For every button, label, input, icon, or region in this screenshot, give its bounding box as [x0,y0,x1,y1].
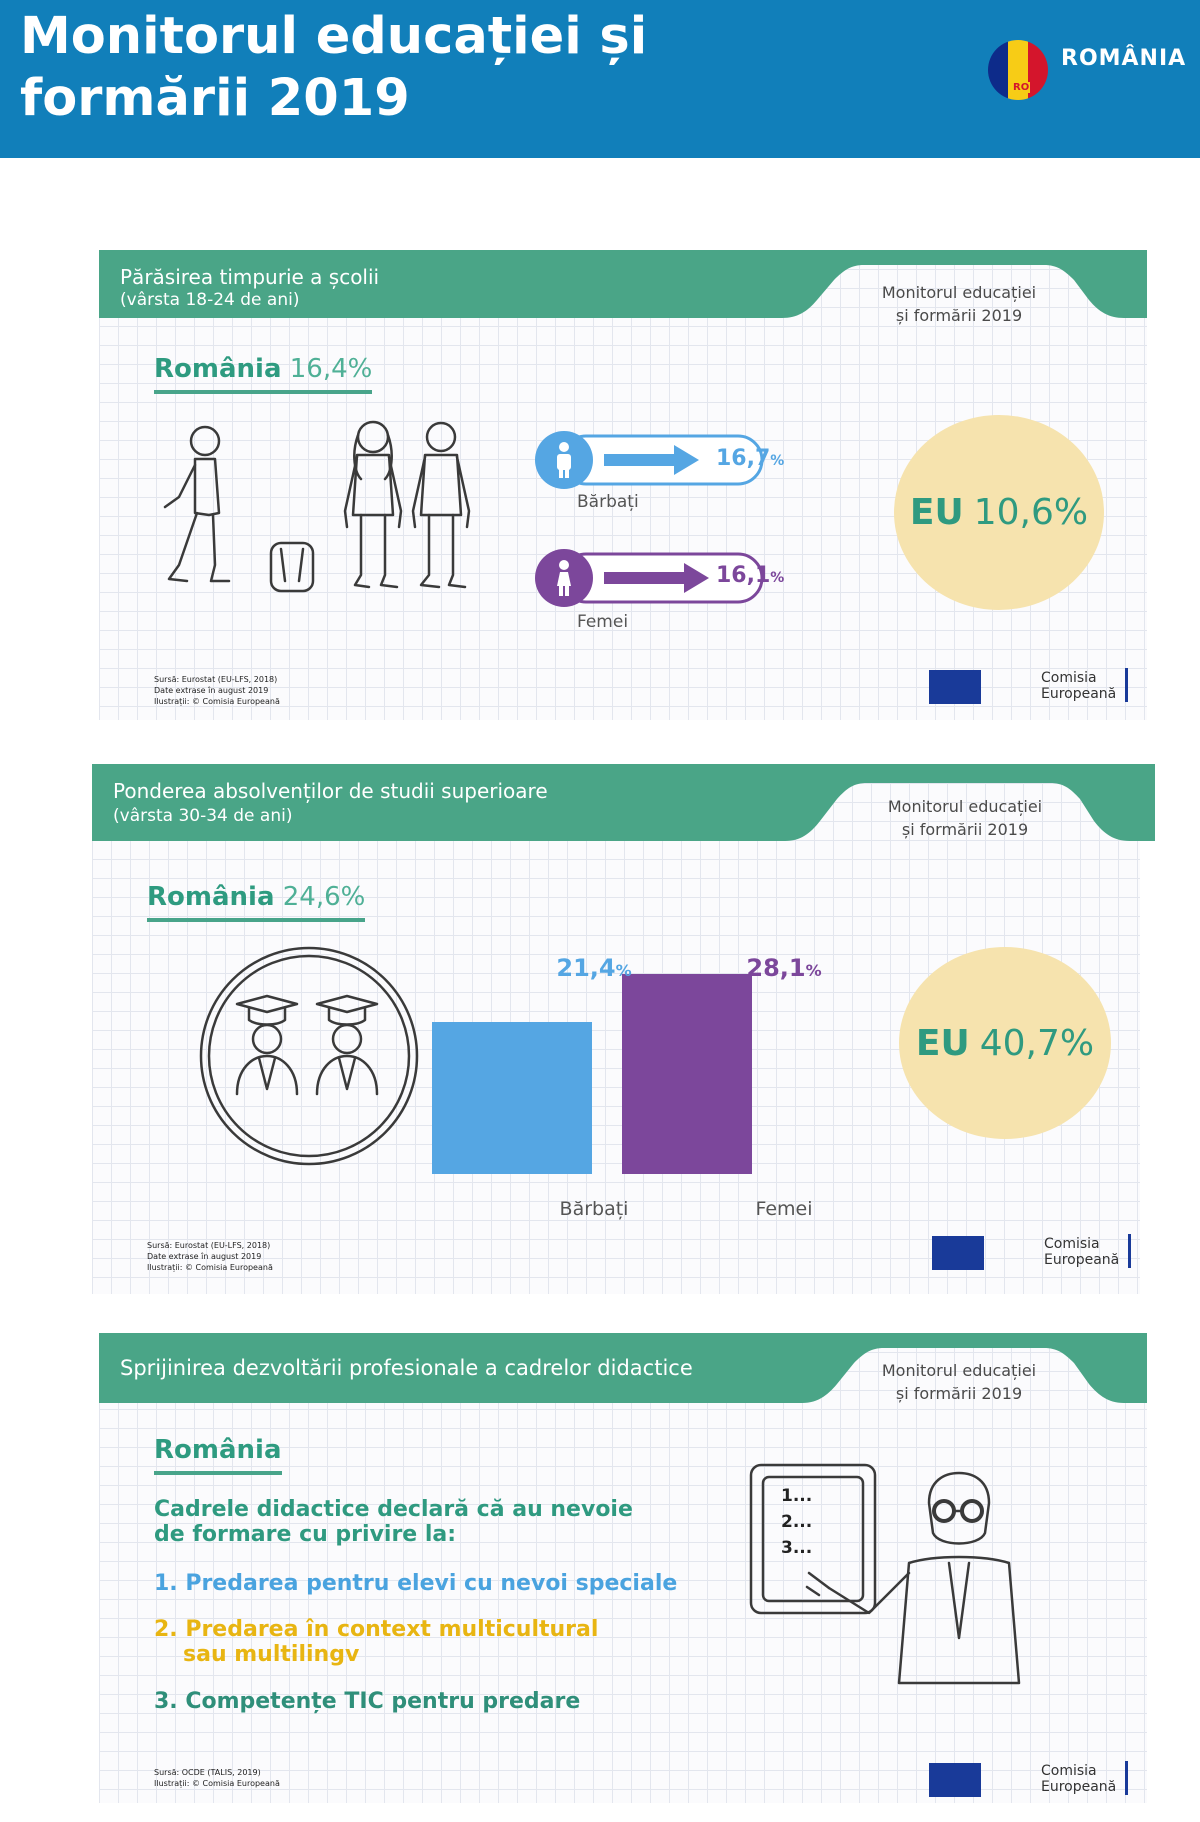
board-item: 1... [781,1486,813,1506]
eu-flag-icon [929,670,981,704]
page-title: Monitorul educației și formării 2019 [20,7,648,128]
intro-text: Cadrele didactice declară că au nevoie de formare cu privire la: [154,1497,633,1547]
eu-average: EU 10,6% [894,415,1104,610]
european-commission-logo: Comisia Europeană [929,660,1129,708]
monitor-label: Monitorul educației și formării 2019 [881,1361,1037,1403]
monitor-label: Monitorul educației și formării 2019 [887,797,1043,839]
bar-2 [622,974,752,1174]
source-note: Sursă: Eurostat (EU-LFS, 2018) Date extrase în august 2019 Ilustrații: © Comisia Europeană [147,1241,273,1272]
panel-title: Ponderea absolvenților de studii superioare [113,779,548,803]
european-commission-logo: Comisia Europeană [929,1753,1129,1801]
monitor-label: Monitorul educației și formării 2019 [881,283,1037,325]
need-item-1: 1. Predarea pentru elevi cu nevoi speciale [154,1571,678,1596]
bar-value-label: 21,4% [556,954,632,982]
romania-flag-icon [988,40,1048,100]
flag-code: RO [1013,82,1030,93]
bar-value-label: 28,1% [746,954,822,982]
eu-flag-icon [932,1236,984,1270]
tertiary-attainment-panel [92,764,1140,1294]
women-value: 16,1% [716,563,785,588]
bar-chart [432,974,752,1174]
board-item: 3... [781,1538,813,1558]
page-header [0,0,1200,158]
panel-title: Sprijinirea dezvoltării profesionale a cadrelor didactice [120,1356,693,1380]
bar-category-label: Femei [755,1198,813,1220]
women-label: Femei [577,612,629,632]
board-item: 2... [781,1512,813,1532]
source-note: Sursă: OCDE (TALIS, 2019) Ilustrații: © Comisia Europeană [154,1768,280,1788]
men-value: 16,7% [716,446,785,471]
european-commission-logo: Comisia Europeană [932,1226,1132,1274]
eu-flag-icon [929,1763,981,1797]
source-note: Sursă: Eurostat (EU-LFS, 2018) Date extrase în august 2019 Ilustrații: © Comisia Europeană [154,675,280,706]
panel-subtitle: (vârsta 18-24 de ani) [120,290,300,310]
romania-label: România [154,1435,282,1475]
need-item-3: 3. Competențe TIC pentru predare [154,1689,581,1714]
panel-title: Părăsirea timpurie a școlii [120,265,380,289]
early-leaving-panel [99,250,1147,720]
romania-value: România 24,6% [147,882,365,922]
romania-value: România 16,4% [154,354,372,394]
students-illustration [149,415,489,610]
men-label: Bărbați [577,492,639,512]
graduates-icon [197,944,422,1169]
bar-category-label: Bărbați [559,1198,629,1220]
eu-average: EU 40,7% [899,947,1111,1139]
panel-subtitle: (vârsta 30-34 de ani) [113,806,293,826]
teacher-training-panel [99,1333,1147,1803]
country-label: ROMÂNIA [1061,46,1187,71]
bar-1 [432,1022,592,1174]
need-item-2: 2. Predarea în context multicultural sau multilingv [154,1617,599,1667]
